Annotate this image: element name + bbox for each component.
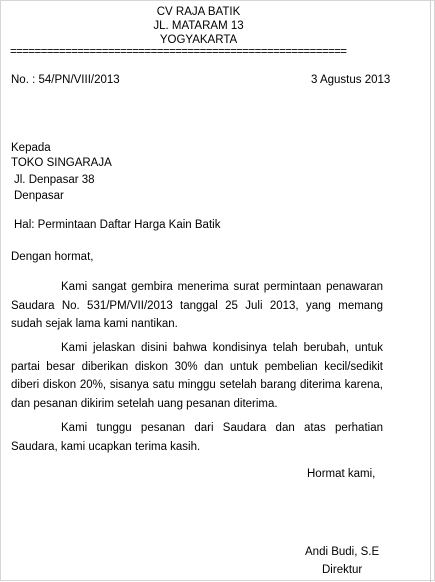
header-separator: ======================================================= [10,46,347,58]
salutation: Dengan hormat, [11,251,94,263]
letter-date: 3 Agustus 2013 [311,74,391,86]
letter-number: No. : 54/PN/VIII/2013 [11,74,120,86]
recipient-city: Denpasar [14,190,64,202]
company-name: CV RAJA BATIK [156,6,241,18]
recipient-street: Jl. Denpasar 38 [14,174,95,186]
signatory-name: Andi Budi, S.E [305,546,380,558]
recipient-label: Kepada [11,142,51,154]
closing: Hormat kami, [307,468,376,480]
company-address: JL. MATARAM 13 [153,20,244,32]
subject-line: Hal: Permintaan Daftar Harga Kain Batik [14,219,221,231]
company-city: YOGYAKARTA [159,34,238,46]
signatory-title: Direktur [322,564,363,576]
recipient-name: TOKO SINGARAJA [11,157,112,169]
body-paragraph-2: Kami jelaskan disini bahwa kondisinya telah berubah, untuk partai besar diberikan diskon 30% dan untuk pembelian kecil/sedikit diberi diskon 20%, sisanya satu minggu setelah barang diterima karena, dan pesanan dikirim setelah uang pesanan diterima. [11,342,383,410]
page-edge [430,1,431,582]
body-paragraph-1: Kami sangat gembira menerima surat permintaan penawaran Saudara No. 531/PM/VII/2013 tanggal 25 Juli 2013, yang memang sudah sejak lama kami nantikan. [11,281,383,330]
body-paragraph-3: Kami tunggu pesanan dari Saudara dan atas perhatian Saudara, kami ucapkan terima kasih. [11,422,383,453]
